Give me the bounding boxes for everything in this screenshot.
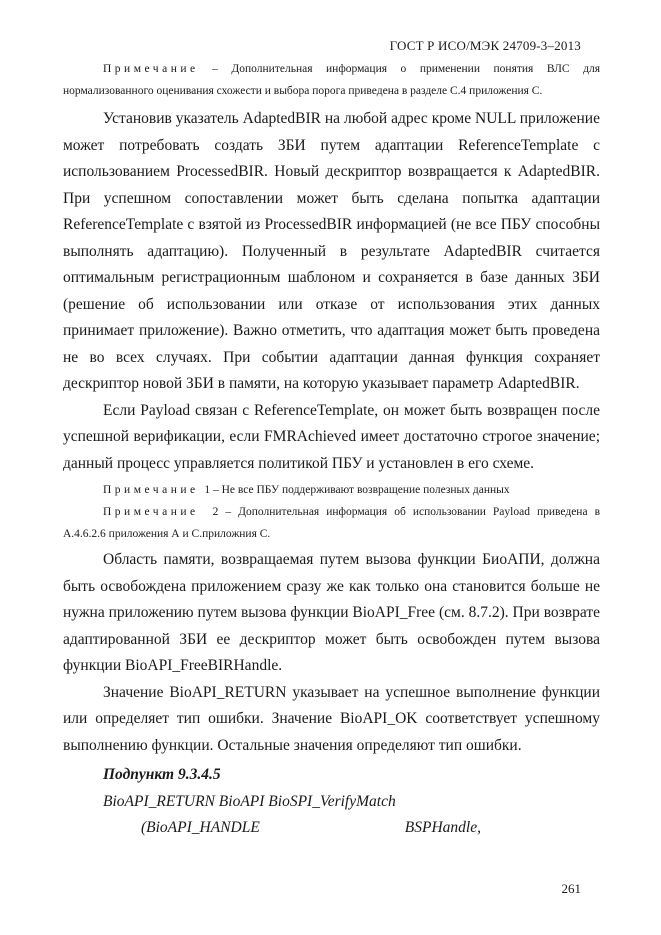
note-2 <box>63 501 600 545</box>
page-number: 261 <box>561 881 581 896</box>
note-text: – Не все ПБУ поддерживают возвращение полезных данных <box>210 484 510 496</box>
note-text: – Дополнительная информация об использовании Payload приведена в А.4.6.2.6 приложения А и С.приложния С. <box>63 506 601 540</box>
subclause-heading: Подпункт 9.3.4.5 <box>103 766 221 783</box>
parameter-type: (BioAPI_HANDLE <box>141 819 260 836</box>
note-number: 2 <box>212 506 219 518</box>
note-label: Примечание <box>103 63 199 75</box>
note-top <box>63 58 600 102</box>
note-label: Примечание <box>103 506 199 518</box>
note-label: Примечание <box>103 484 199 496</box>
paragraph-adapted-bir: Установив указатель AdaptedBIR на любой адрес кроме NULL приложение может потребовать создать ЗБИ путем адаптации ReferenceTemplate с использованием ProcessedBIR. Новый дескриптор возвращается к AdaptedBIR. При успешном сопоставлении может быть сделана попытка адаптации ReferenceTemplate с взятой из ProcessedBIR информацией (не все ПБУ способны выполнять адаптацию). Полученный в результате AdaptedBIR считается оптимальным регистрационным шаблоном и сохраняется в базе данных ЗБИ (решение об использовании или отказе от использования этих данных принимает приложение). Важно отметить, что адаптация может быть проведена не во всех случаях. При событии адаптации данная функция сохраняет дескриптор новой ЗБИ в памяти, на которую указывает параметр AdaptedBIR. <box>63 110 600 392</box>
paragraph-return-value: Значение BioAPI_RETURN указывает на успешное выполнение функции или определяет тип ошибки. Значение BioAPI_OK соответствует успешному выполнению функции. Остальные значения определяют тип ошибки. <box>63 683 600 754</box>
page-content <box>63 58 600 842</box>
function-parameter <box>141 815 481 842</box>
note-number: 1 <box>204 484 211 496</box>
paragraph-memory-release: Область памяти, возвращаемая путем вызова функции БиоАПИ, должна быть освобождена приложением сразу же как только она становится больше не нужна приложению путем вызова функции BioAPI_Free (см. 8.7.2). При возврате адаптированной ЗБИ ее дескриптор может быть освобожден путем вызова функции BioAPI_FreeBIRHandle. <box>63 551 600 674</box>
paragraph-payload: Если Payload связан с ReferenceTemplate, он может быть возвращен после успешной верификации, если FMRAchieved имеет достаточно строгое значение; данный процесс управляется политикой ПБУ и установлен в его схеме. <box>63 401 600 472</box>
parameter-name: BSPHandle, <box>404 819 481 836</box>
note-text: – Дополнительная информация о применении понятия ВЛС для нормализованного оценивания схожести и выбора порога приведена в разделе С.4 приложения С. <box>63 63 600 97</box>
function-signature: BioAPI_RETURN BioAPI BioSPI_VerifyMatch <box>103 792 396 810</box>
standard-header: ГОСТ Р ИСО/МЭК 24709-3–2013 <box>389 38 581 53</box>
note-1 <box>63 479 600 501</box>
